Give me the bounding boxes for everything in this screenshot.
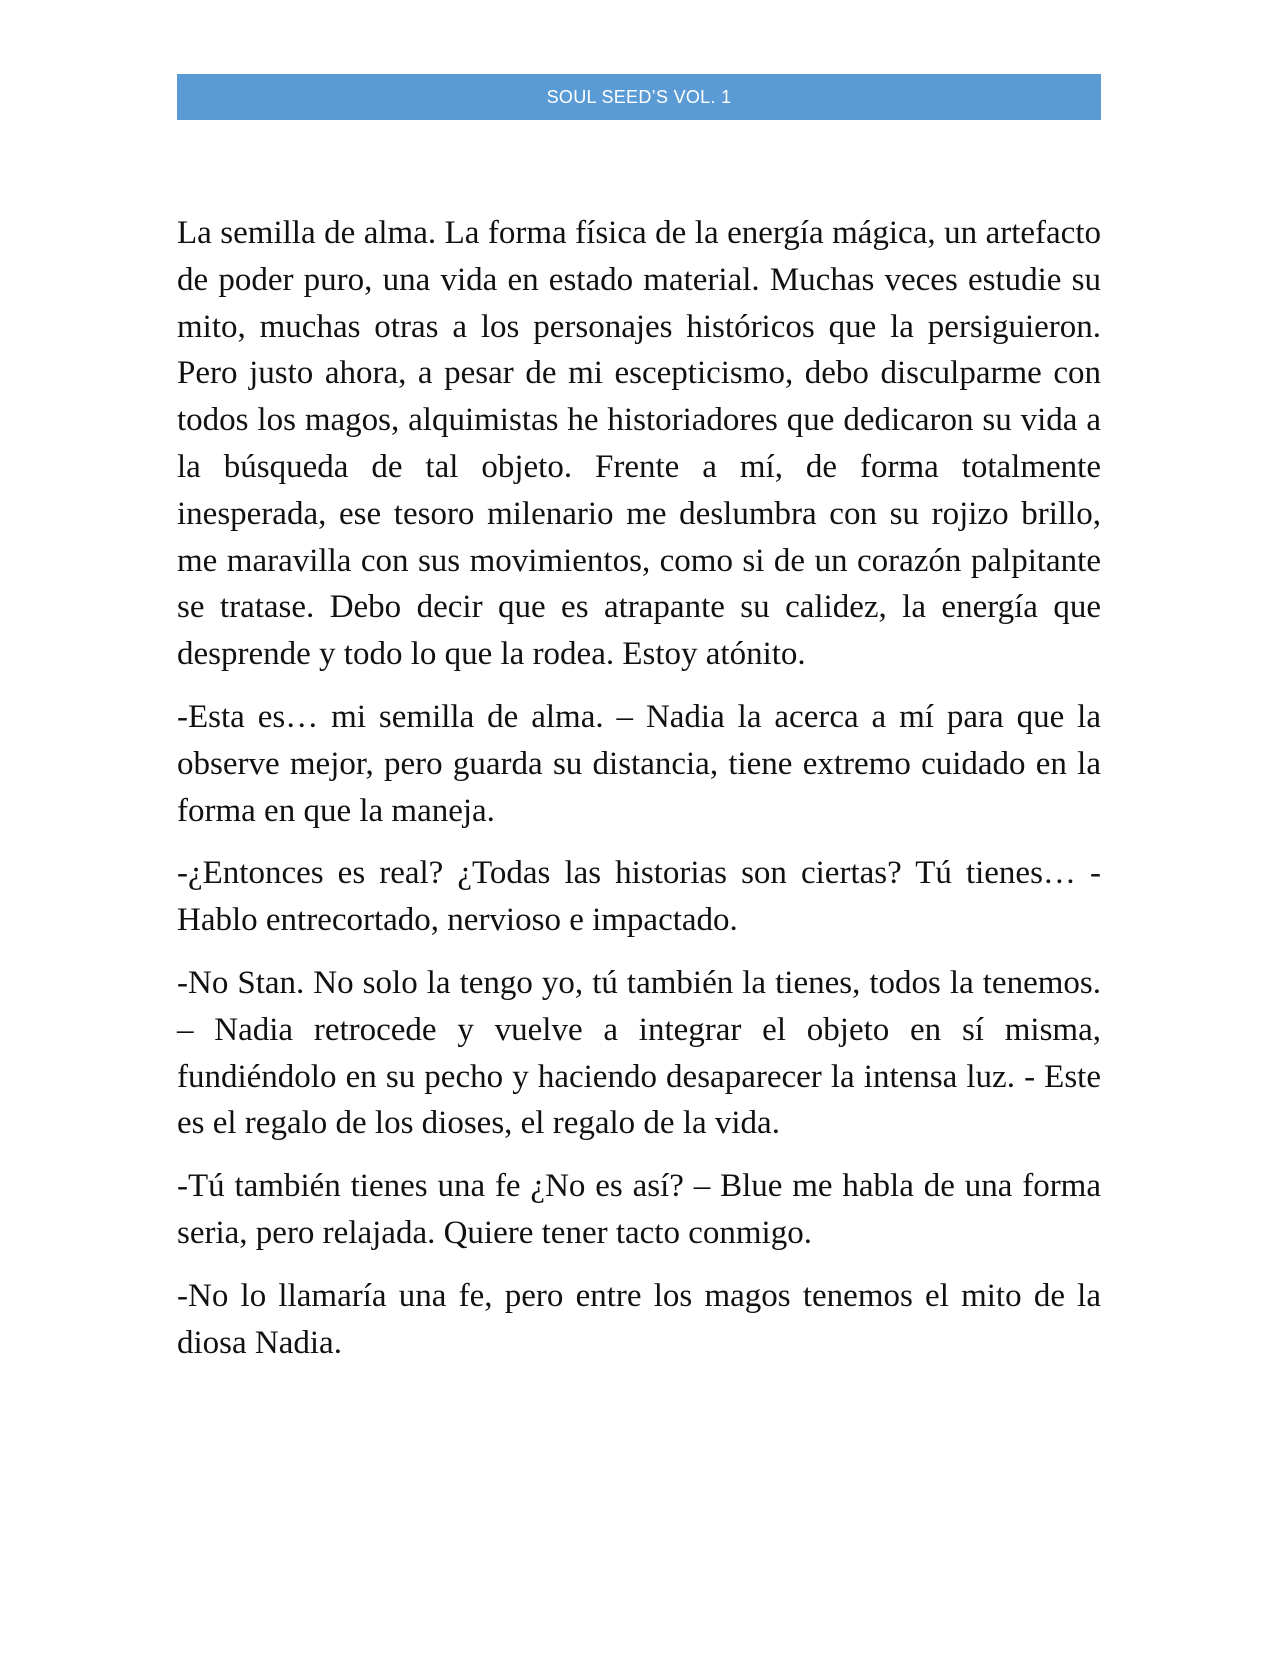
running-header [177,74,1101,120]
paragraph-1: La semilla de alma. La forma física de la energía mágica, un artefacto de poder puro, una vida en estado material. Muchas veces estudie su mito, muchas otras a los personajes históricos que la persiguieron. Pero justo ahora, a pesar de mi escepticismo, debo disculparme con todos los magos, alquimistas he historiadores que dedicaron su vida a la búsqueda de tal objeto. Frente a mí, de forma totalmente inesperada, ese tesoro milenario me deslumbra con su rojizo brillo, me maravilla con sus movimientos, como si de un corazón palpitante se tratase. Debo decir que es atrapante su calidez, la energía que desprende y todo lo que la rodea. Estoy atónito. [177,215,1101,673]
page-body [177,210,1101,1382]
paragraph-2: -Esta es… mi semilla de alma. – Nadia la acerca a mí para que la observe mejor, pero guarda su distancia, tiene extremo cuidado en la forma en que la maneja. [177,698,1101,829]
paragraph-5: -Tú también tienes una fe ¿No es así? – Blue me habla de una forma seria, pero relajada. Quiere tener tacto conmigo. [177,1168,1101,1251]
book-title: SOUL SEED’S VOL. 1 [546,86,732,107]
paragraph-3: -¿Entonces es real? ¿Todas las historias son ciertas? Tú tienes… - Hablo entrecortado, nervioso e impactado. [177,855,1101,939]
paragraph-4: -No Stan. No solo la tengo yo, tú también la tienes, todos la tenemos. – Nadia retrocede y vuelve a integrar el objeto en sí misma, fundiéndolo en su pecho y haciendo desaparecer la intensa luz. - Este es el regalo de los dioses, el regalo de la vida. [177,964,1101,1142]
paragraph-6: -No lo llamaría una fe, pero entre los magos tenemos el mito de la diosa Nadia. [177,1277,1101,1361]
